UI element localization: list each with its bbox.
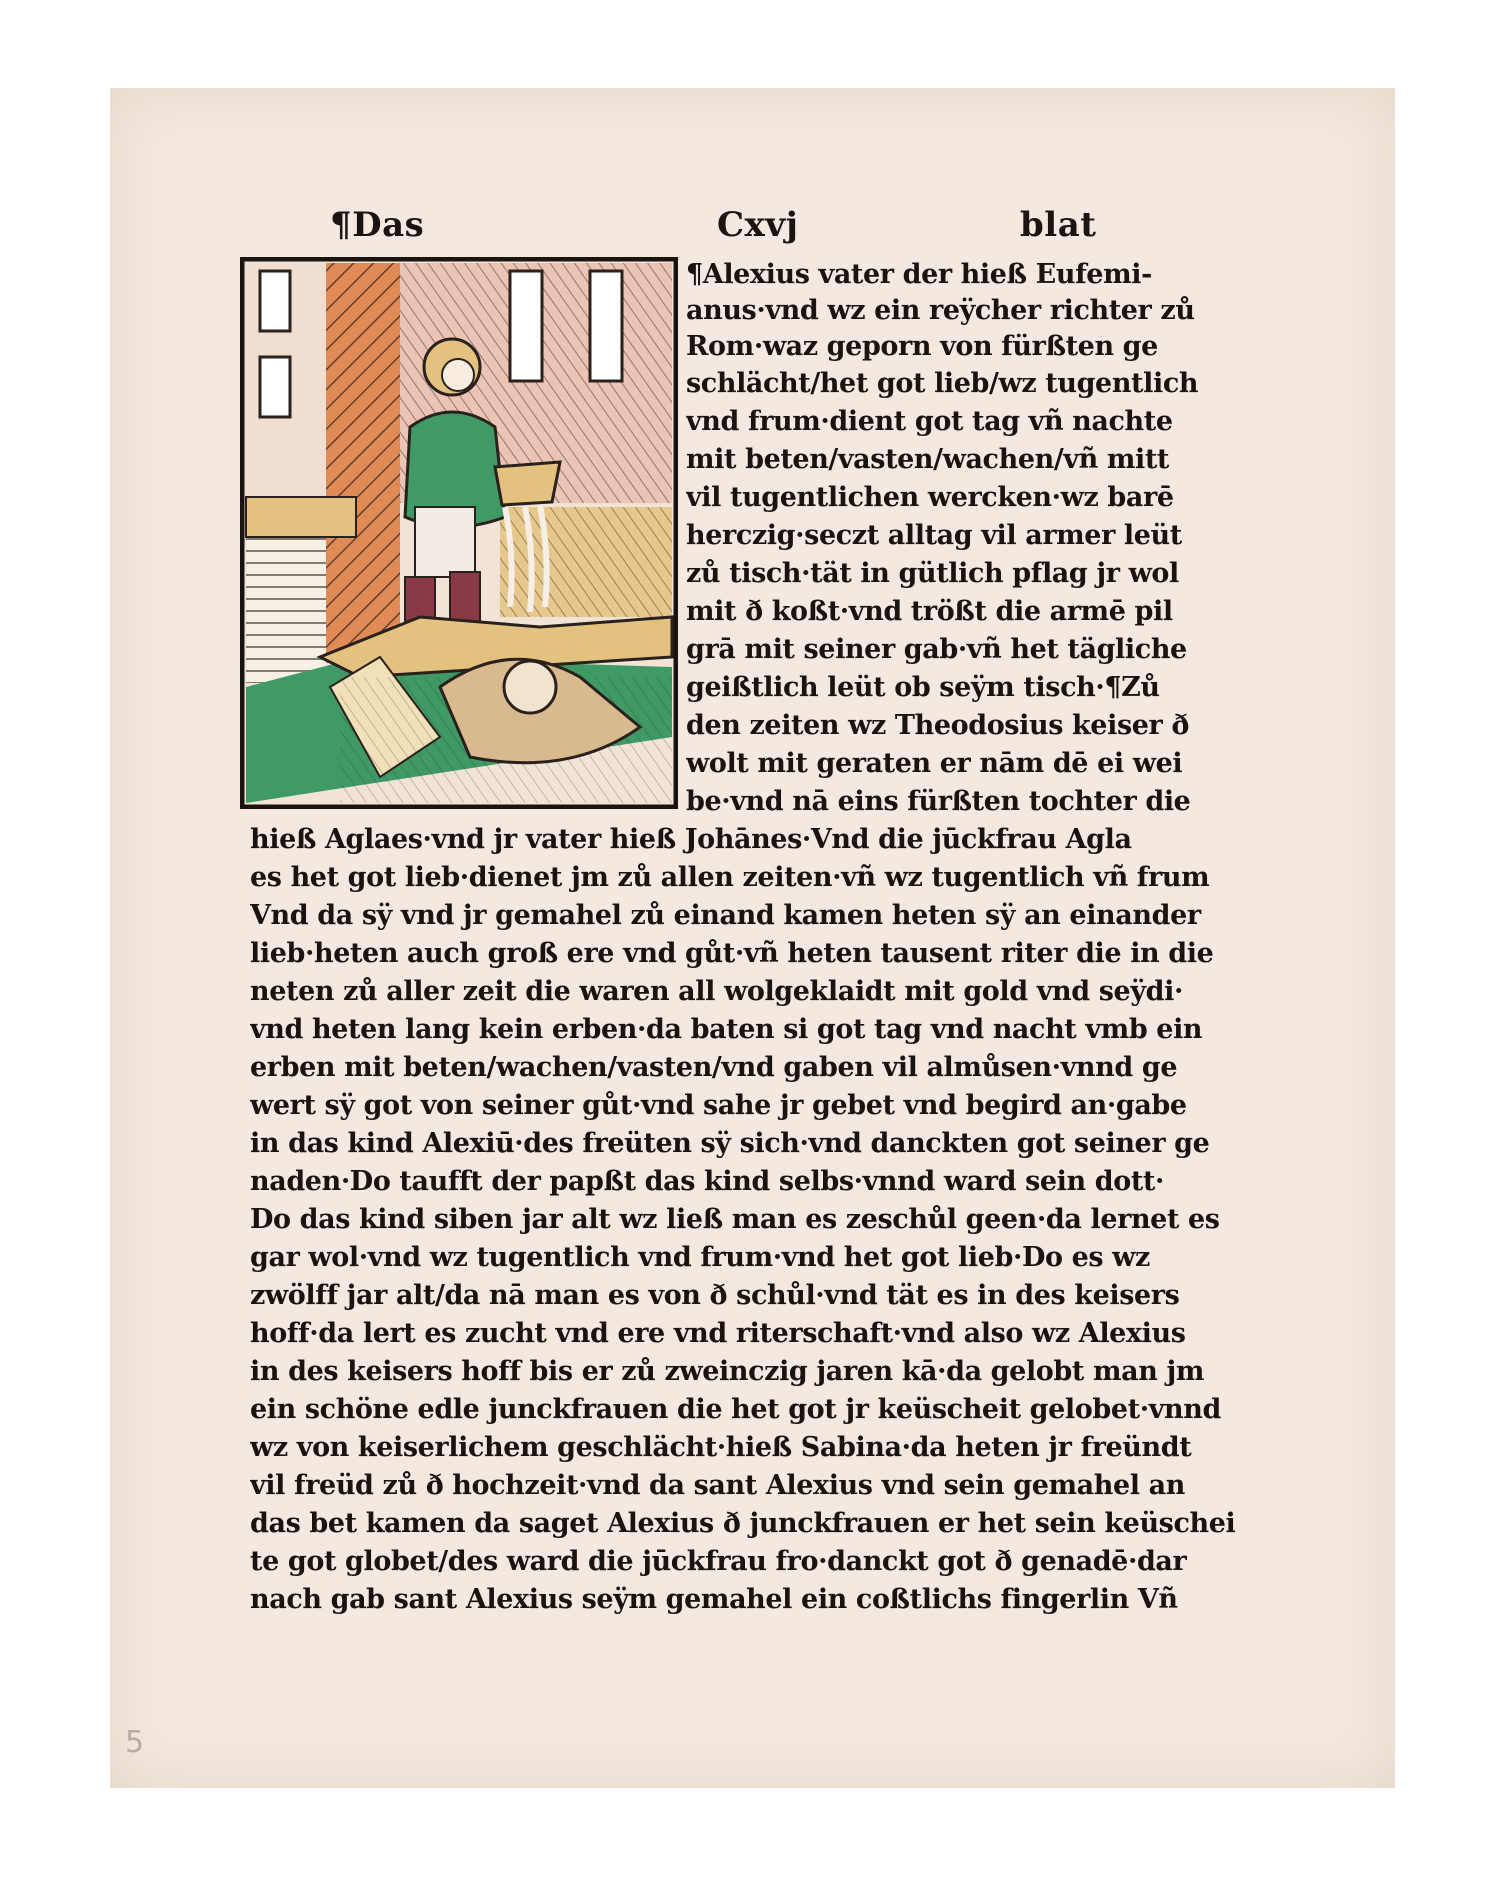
text-line: wolt mit geraten er nām dē ei wei xyxy=(686,748,1183,779)
text-line: hieß Aglaes·vnd jr vater hieß Johānes·Vnd die jūckfrau Agla xyxy=(250,824,1132,855)
text-line: ¶Alexius vater der hieß Eufemi- xyxy=(686,259,1152,290)
text-line: ein schöne edle junckfrauen die het got jr keüscheit gelobet·vnnd xyxy=(250,1394,1221,1425)
text-line: anus·vnd wz ein reÿcher richter zů xyxy=(686,295,1195,326)
text-line: neten zů aller zeit die waren all wolgeklaidt mit gold vnd seÿdi· xyxy=(250,976,1183,1007)
running-head-right: blat xyxy=(1020,205,1097,245)
text-line: wert sÿ got von seiner gůt·vnd sahe jr gebet vnd begird an·gabe xyxy=(250,1090,1187,1121)
text-line: nach gab sant Alexius seÿm gemahel ein coßtlichs fingerlin Vñ xyxy=(250,1584,1178,1615)
text-line: te got globet/des ward die jūckfrau fro·danckt got ð genadē·dar xyxy=(250,1546,1187,1577)
text-line: naden·Do taufft der papßt das kind selbs·vnnd ward sein dott· xyxy=(250,1166,1164,1197)
text-line: Do das kind siben jar alt wz ließ man es zeschůl geen·da lernet es xyxy=(250,1204,1220,1235)
text-line: erben mit beten/wachen/vasten/vnd gaben vil almůsen·vnnd ge xyxy=(250,1052,1178,1083)
text-line: lieb·heten auch groß ere vnd gůt·vñ heten tausent riter die in die xyxy=(250,938,1214,969)
text-line: das bet kamen da saget Alexius ð junckfrauen er het sein keüschei xyxy=(250,1508,1236,1539)
text-line: zů tisch·tät in gütlich pflag jr wol xyxy=(686,558,1179,589)
pencil-annotation: 5 xyxy=(125,1725,145,1760)
text-line: vil freüd zů ð hochzeit·vnd da sant Alexius vnd sein gemahel an xyxy=(250,1470,1185,1501)
text-line: schlächt/het got lieb/wz tugentlich xyxy=(686,368,1199,399)
text-line: vnd heten lang kein erben·da baten si got tag vnd nacht vmb ein xyxy=(250,1014,1203,1045)
text-line: herczig·seczt alltag vil armer leüt xyxy=(686,520,1182,551)
folio-number: Cxvj xyxy=(717,205,799,245)
text-line: be·vnd nā eins fürßten tochter die xyxy=(686,786,1191,817)
text-line: in des keisers hoff bis er zů zweinczig jaren kā·da gelobt man jm xyxy=(250,1356,1204,1387)
text-line: vil tugentlichen wercken·wz barē xyxy=(686,482,1174,513)
text-line: gar wol·vnd wz tugentlich vnd frum·vnd het got lieb·Do es wz xyxy=(250,1242,1150,1273)
text-line: zwölff jar alt/da nā man es von ð schůl·vnd tät es in des keisers xyxy=(250,1280,1180,1311)
text-line: in das kind Alexiū·des freüten sÿ sich·vnd danckten got seiner ge xyxy=(250,1128,1210,1159)
text-line: den zeiten wz Theodosius keiser ð xyxy=(686,710,1189,741)
text-line: mit ð koßt·vnd trößt die armē pil xyxy=(686,596,1173,627)
text-line: mit beten/vasten/wachen/vñ mitt xyxy=(686,444,1169,475)
text-line: hoff·da lert es zucht vnd ere vnd riterschaft·vnd also wz Alexius xyxy=(250,1318,1186,1349)
running-head-left: ¶Das xyxy=(330,205,425,245)
text-line: vnd frum·dient got tag vñ nachte xyxy=(686,406,1173,437)
text-line: Rom·waz geporn von fürßten ge xyxy=(686,331,1158,362)
text-line: Vnd da sÿ vnd jr gemahel zů einand kamen heten sÿ an einander xyxy=(250,900,1201,931)
text-line: geißtlich leüt ob seÿm tisch·¶Zů xyxy=(686,672,1160,703)
text-line: grā mit seiner gab·vñ het tägliche xyxy=(686,634,1187,665)
text-line: es het got lieb·dienet jm zů allen zeiten·vñ wz tugentlich vñ frum xyxy=(250,862,1210,893)
text-line: wz von keiserlichem geschlächt·hieß Sabina·da heten jr freündt xyxy=(250,1432,1192,1463)
